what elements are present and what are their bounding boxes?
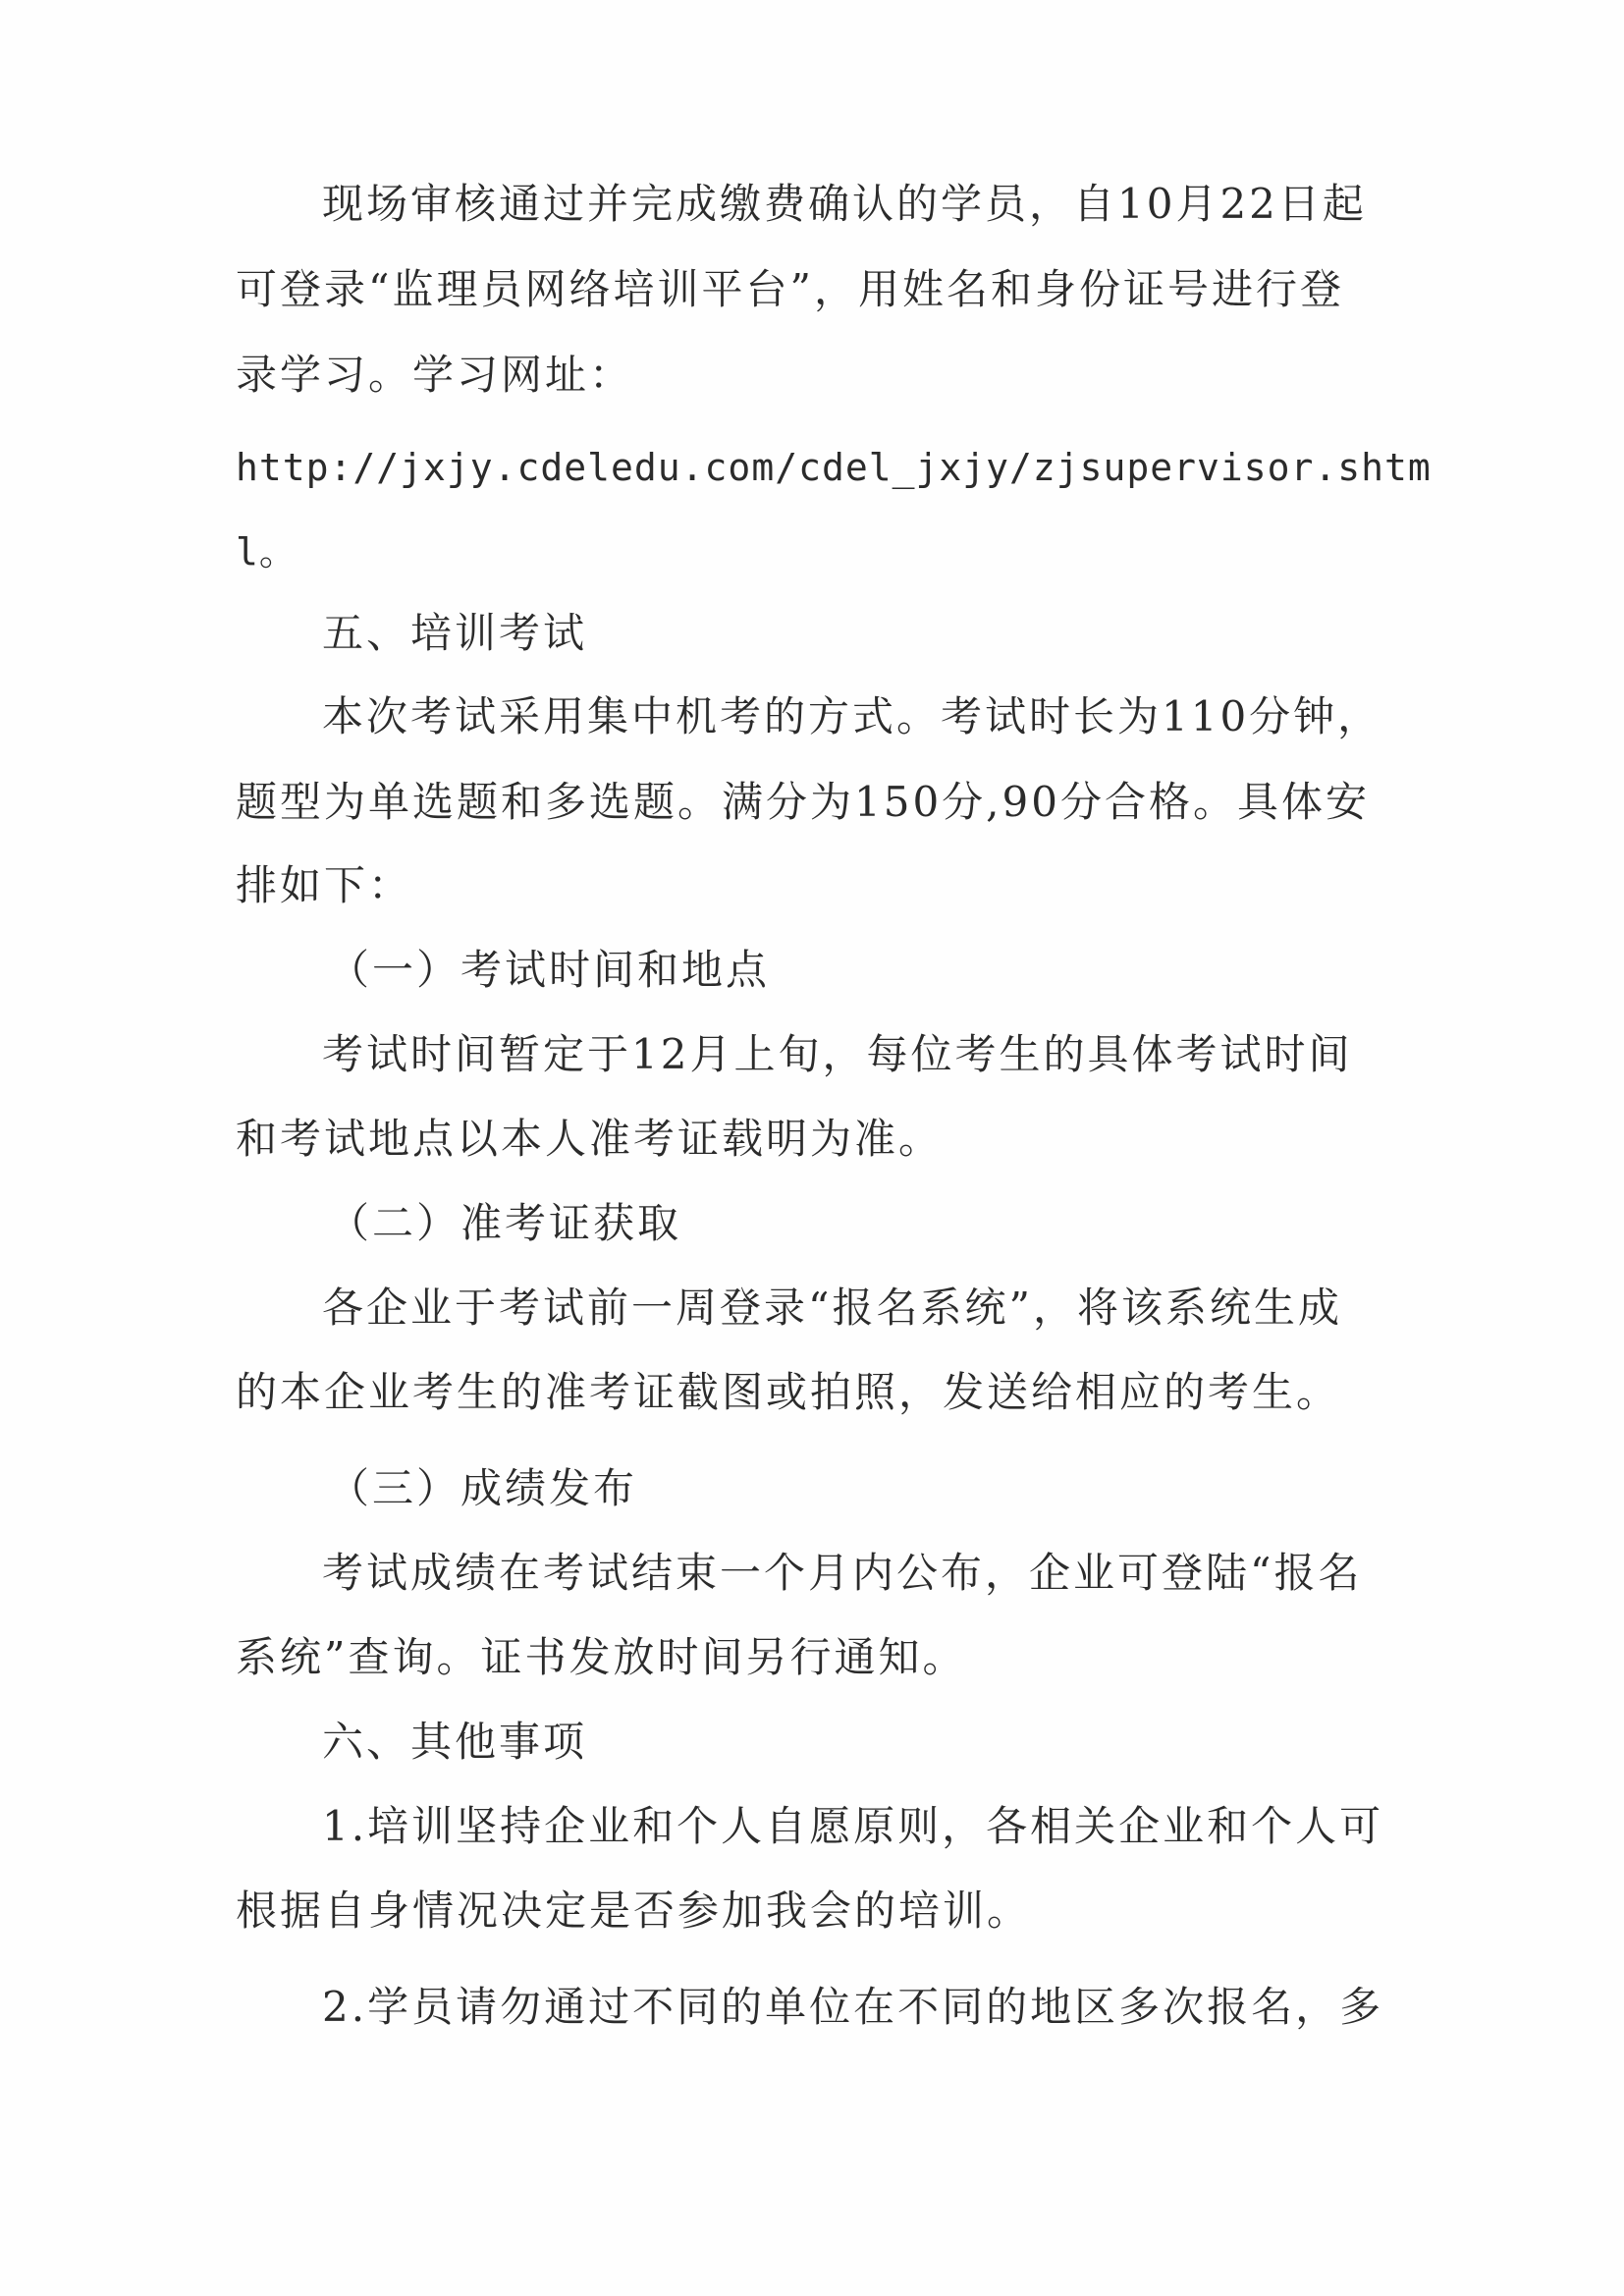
paragraph-line: 本次考试采用集中机考的方式。考试时长为110分钟， xyxy=(322,692,1382,740)
section-heading: 六、其他事项 xyxy=(322,1718,588,1766)
paragraph-line: 考试成绩在考试结束一个月内公布，企业可登陆“报名 xyxy=(322,1549,1363,1597)
url-line: http://jxjy.cdeledu.com/cdel_jxjy/zjsupervisor.shtm xyxy=(236,446,1432,489)
paragraph-line: 系统”查询。证书发放时间另行通知。 xyxy=(236,1633,967,1681)
subsection-heading: （一）考试时间和地点 xyxy=(328,946,771,994)
paragraph-line: 现场审核通过并完成缴费确认的学员，自10月22日起 xyxy=(322,180,1367,228)
paragraph-line: 考试时间暂定于12月上旬，每位考生的具体考试时间 xyxy=(322,1030,1353,1078)
subsection-heading: （二）准考证获取 xyxy=(328,1199,682,1247)
paragraph-line: 1.培训坚持企业和个人自愿原则，各相关企业和个人可 xyxy=(322,1802,1384,1850)
paragraph-line: 的本企业考生的准考证截图或拍照，发送给相应的考生。 xyxy=(236,1368,1341,1416)
section-heading: 五、培训考试 xyxy=(322,609,588,657)
paragraph-line: 题型为单选题和多选题。满分为150分,90分合格。具体安 xyxy=(236,778,1370,826)
paragraph-line: 根据自身情况决定是否参加我会的培训。 xyxy=(236,1886,1032,1935)
paragraph-line: 可登录“监理员网络培训平台”，用姓名和身份证号进行登 xyxy=(236,265,1344,313)
paragraph-line: 和考试地点以本人准考证载明为准。 xyxy=(236,1115,944,1163)
paragraph-line: 各企业于考试前一周登录“报名系统”，将该系统生成 xyxy=(322,1284,1342,1332)
paragraph-line: 2.学员请勿通过不同的单位在不同的地区多次报名，多 xyxy=(322,1983,1384,2031)
paragraph-line: 排如下： xyxy=(236,861,413,909)
subsection-heading: （三）成绩发布 xyxy=(328,1464,638,1512)
url-line: l。 xyxy=(236,530,298,574)
paragraph-line: 录学习。学习网址： xyxy=(236,351,634,399)
